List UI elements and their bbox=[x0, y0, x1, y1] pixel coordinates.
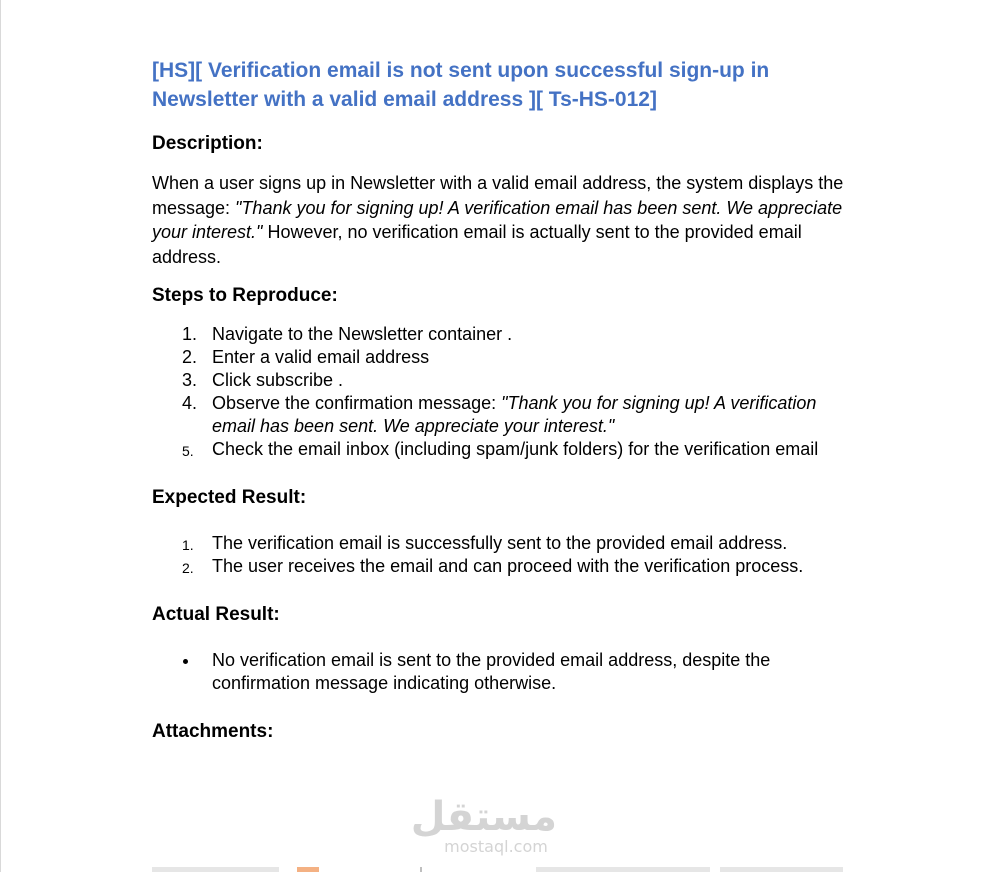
step-text: Click subscribe . bbox=[212, 370, 344, 390]
expected-text: The verification email is successfully sent to the provided email address. bbox=[212, 533, 788, 553]
attachment-thumbnail[interactable] bbox=[297, 867, 319, 872]
expected-item bbox=[152, 532, 852, 555]
expected-heading: Expected Result: bbox=[152, 487, 307, 508]
step-text: Check the email inbox (including spam/junk folders) for the verification email bbox=[212, 439, 819, 459]
description-text-before: When a user signs up in Newsletter with a valid email address, the system displays the message: bbox=[152, 173, 844, 218]
attachment-thumbnail[interactable] bbox=[152, 867, 279, 872]
actual-list bbox=[152, 649, 852, 695]
attachment-thumbnail[interactable] bbox=[536, 867, 710, 872]
watermark-arabic: مستقل bbox=[410, 794, 557, 840]
step-marker: 2. bbox=[182, 347, 198, 367]
step-marker: 4. bbox=[182, 393, 198, 413]
watermark-latin: mostaql.com bbox=[444, 837, 548, 856]
step-marker: 3. bbox=[182, 370, 198, 390]
description-text-after: However, no verification email is actually sent to the provided email address. bbox=[152, 222, 802, 267]
description-text bbox=[152, 171, 852, 269]
step-quote: "Thank you for signing up! A verification email has been sent. We appreciate your interest." bbox=[212, 393, 817, 436]
step-text: Observe the confirmation message: bbox=[212, 393, 502, 413]
actual-text: No verification email is sent to the provided email address, despite the confirmation message indicating otherwise. bbox=[212, 650, 771, 693]
description-heading: Description: bbox=[152, 133, 263, 154]
step-text: Enter a valid email address bbox=[212, 347, 430, 367]
bug-title: [HS][ Verification email is not sent upon successful sign-up in Newsletter with a valid email address ][ Ts-HS-012] bbox=[152, 59, 770, 111]
expected-marker: 1. bbox=[182, 537, 194, 553]
steps-heading: Steps to Reproduce: bbox=[152, 285, 338, 306]
description-quote: "Thank you for signing up! A verification email has been sent. We appreciate your interest." bbox=[152, 197, 843, 242]
step-marker: 1. bbox=[182, 324, 198, 344]
attachment-thumbnail[interactable] bbox=[720, 867, 843, 872]
expected-item bbox=[152, 555, 852, 578]
attachments-heading: Attachments: bbox=[152, 721, 274, 742]
bullet-icon bbox=[183, 659, 188, 664]
mostaql-watermark bbox=[410, 794, 557, 856]
step-marker: 5. bbox=[182, 443, 194, 459]
step-item bbox=[152, 392, 852, 438]
expected-text: The user receives the email and can proceed with the verification process. bbox=[212, 556, 804, 576]
actual-heading: Actual Result: bbox=[152, 604, 280, 625]
step-item bbox=[152, 369, 852, 392]
step-item bbox=[152, 438, 852, 461]
step-item bbox=[152, 323, 852, 346]
step-text: Navigate to the Newsletter container . bbox=[212, 324, 513, 344]
attachment-thumbnail[interactable] bbox=[420, 867, 422, 872]
expected-list bbox=[152, 532, 852, 578]
step-item bbox=[152, 346, 852, 369]
steps-list bbox=[152, 323, 852, 461]
actual-item bbox=[152, 649, 852, 695]
expected-marker: 2. bbox=[182, 560, 194, 576]
document-content bbox=[152, 56, 852, 744]
